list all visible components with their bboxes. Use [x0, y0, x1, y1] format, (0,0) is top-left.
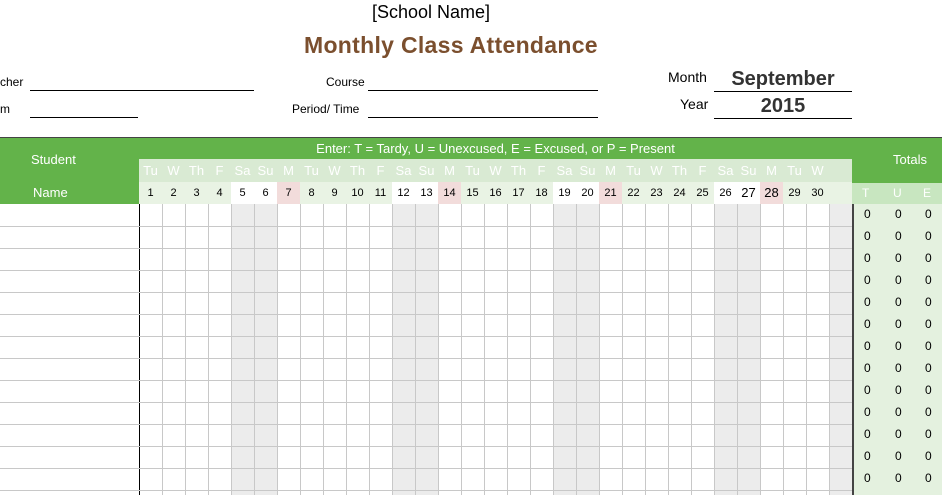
- room-field[interactable]: [30, 117, 138, 118]
- grid-row-line: [139, 380, 852, 381]
- day-of-week-cell: Th: [188, 163, 205, 178]
- day-of-week-cell: Tu: [465, 163, 480, 178]
- date-cell: 14: [438, 182, 461, 204]
- grid-row-line: [139, 292, 852, 293]
- date-cell: 11: [374, 187, 387, 199]
- date-cell: 7: [277, 182, 300, 204]
- day-of-week-cell: F: [215, 163, 224, 178]
- day-of-week-cell: Th: [671, 163, 688, 178]
- total-value: 0: [864, 383, 871, 397]
- student-row-line: [0, 380, 139, 381]
- total-value: 0: [895, 427, 902, 441]
- total-value: 0: [895, 295, 902, 309]
- total-value: 0: [864, 295, 871, 309]
- grid-row-line: [139, 336, 852, 337]
- day-of-week-cell: Tu: [626, 163, 641, 178]
- total-value: 0: [895, 251, 902, 265]
- course-label: Course: [326, 75, 365, 89]
- date-cell: 13: [415, 182, 438, 204]
- day-of-week-row: [139, 159, 852, 182]
- totals-row: [854, 226, 942, 248]
- year-underline: [714, 118, 852, 119]
- total-value: 0: [864, 471, 871, 485]
- total-value: 0: [895, 229, 902, 243]
- day-of-week-cell: Tu: [304, 163, 319, 178]
- grid-row-line: [139, 314, 852, 315]
- total-value: 0: [895, 471, 902, 485]
- student-name-column[interactable]: [0, 204, 140, 495]
- date-cell: 2: [170, 187, 177, 199]
- date-cell: 8: [308, 187, 315, 199]
- day-of-week-cell: Tu: [787, 163, 802, 178]
- date-cell: 20: [576, 182, 599, 204]
- day-of-week-cell: M: [766, 163, 777, 178]
- day-of-week-cell: Sa: [395, 163, 412, 178]
- grid-row-line: [139, 248, 852, 249]
- total-value: 0: [864, 273, 871, 287]
- day-of-week-cell: Sa: [234, 163, 251, 178]
- period-field[interactable]: [368, 117, 598, 118]
- total-value: 0: [925, 427, 932, 441]
- totals-row: [854, 380, 942, 402]
- grid-row-line: [139, 446, 852, 447]
- period-label: Period/ Time: [292, 102, 360, 116]
- total-value: 0: [895, 361, 902, 375]
- date-cell: 17: [512, 187, 525, 199]
- day-of-week-cell: M: [444, 163, 455, 178]
- date-cell: 19: [553, 182, 576, 204]
- total-value: 0: [925, 361, 932, 375]
- date-cell: 21: [599, 182, 622, 204]
- total-value: 0: [864, 317, 871, 331]
- name-label: Name: [33, 185, 68, 200]
- total-value: 0: [925, 471, 932, 485]
- day-of-week-cell: M: [283, 163, 294, 178]
- student-row-line: [0, 424, 139, 425]
- date-cell: 22: [627, 187, 640, 199]
- total-value: 0: [925, 317, 932, 331]
- page-title: Monthly Class Attendance: [304, 32, 598, 58]
- student-row-line: [0, 358, 139, 359]
- date-cell: 10: [351, 187, 364, 199]
- course-field[interactable]: [368, 90, 598, 91]
- total-value: 0: [925, 339, 932, 353]
- year-value[interactable]: 2015: [760, 95, 806, 117]
- total-value: 0: [925, 383, 932, 397]
- room-label: m: [0, 102, 10, 116]
- grid-row-line: [139, 402, 852, 403]
- student-row-line: [0, 248, 139, 249]
- student-label: Student: [31, 152, 76, 167]
- date-cell: 25: [696, 187, 709, 199]
- date-cell: 30: [811, 187, 824, 199]
- total-value: 0: [895, 339, 902, 353]
- total-value: 0: [895, 207, 902, 221]
- totals-col-u: U: [893, 186, 902, 200]
- year-label: Year: [680, 96, 709, 112]
- day-of-week-cell: W: [489, 163, 502, 178]
- totals-row: [854, 270, 942, 292]
- date-cell: 3: [193, 187, 200, 199]
- date-cell: [829, 182, 852, 204]
- grid-row-line: [139, 468, 852, 469]
- total-value: 0: [895, 383, 902, 397]
- grid-row-line: [139, 358, 852, 359]
- totals-column: [852, 204, 942, 495]
- total-value: 0: [895, 273, 902, 287]
- date-cell: 1: [147, 187, 154, 199]
- date-cell: 24: [673, 187, 686, 199]
- student-row-line: [0, 446, 139, 447]
- day-of-week-cell: Sa: [556, 163, 573, 178]
- total-value: 0: [925, 229, 932, 243]
- total-value: 0: [925, 251, 932, 265]
- day-of-week-cell: Su: [740, 163, 757, 178]
- totals-row: [854, 446, 942, 468]
- day-of-week-cell: Th: [510, 163, 527, 178]
- date-cell: 5: [231, 182, 254, 204]
- month-underline: [714, 91, 852, 92]
- totals-row: [854, 292, 942, 314]
- totals-row: [854, 248, 942, 270]
- date-cell: 26: [714, 182, 737, 204]
- school-name[interactable]: [School Name]: [372, 2, 491, 22]
- date-cell: 28: [760, 182, 783, 204]
- totals-row: [854, 204, 942, 226]
- date-cell: 9: [331, 187, 338, 199]
- totals-col-t: T: [862, 186, 870, 200]
- date-cell: 15: [466, 187, 479, 199]
- day-of-week-cell: W: [328, 163, 341, 178]
- day-of-week-cell: M: [605, 163, 616, 178]
- total-value: 0: [864, 229, 871, 243]
- student-row-line: [0, 402, 139, 403]
- month-value[interactable]: September: [731, 68, 835, 90]
- total-value: 0: [895, 449, 902, 463]
- grid-row-line: [139, 270, 852, 271]
- totals-row: [854, 314, 942, 336]
- total-value: 0: [864, 449, 871, 463]
- student-name-header: [0, 138, 139, 204]
- total-value: 0: [925, 405, 932, 419]
- total-value: 0: [895, 405, 902, 419]
- totals-row: [854, 358, 942, 380]
- day-of-week-cell: [829, 159, 852, 182]
- month-label: Month: [668, 69, 707, 85]
- day-of-week-cell: F: [376, 163, 385, 178]
- total-value: 0: [925, 207, 932, 221]
- teacher-field[interactable]: [30, 90, 254, 91]
- day-of-week-cell: F: [537, 163, 546, 178]
- student-row-line: [0, 292, 139, 293]
- attendance-grid[interactable]: [139, 204, 852, 495]
- student-row-line: [0, 270, 139, 271]
- totals-row: [854, 468, 942, 490]
- grid-row-line: [139, 424, 852, 425]
- day-of-week-cell: F: [698, 163, 707, 178]
- total-value: 0: [864, 405, 871, 419]
- total-value: 0: [925, 449, 932, 463]
- day-of-week-cell: Th: [349, 163, 366, 178]
- day-of-week-cell: W: [811, 163, 824, 178]
- student-row-line: [0, 336, 139, 337]
- total-value: 0: [864, 427, 871, 441]
- date-cell: 29: [788, 187, 801, 199]
- date-cell: 12: [392, 182, 415, 204]
- student-row-line: [0, 490, 139, 491]
- date-cell: 27: [737, 182, 760, 204]
- day-of-week-cell: Tu: [143, 163, 158, 178]
- date-cell: 18: [535, 187, 548, 199]
- total-value: 0: [925, 295, 932, 309]
- totals-col-e: E: [923, 186, 932, 200]
- totals-row: [854, 402, 942, 424]
- date-cell: 23: [650, 187, 663, 199]
- date-cell: 4: [216, 187, 223, 199]
- totals-row: [854, 336, 942, 358]
- total-value: 0: [864, 339, 871, 353]
- totals-label: Totals: [893, 152, 927, 167]
- totals-row: [854, 424, 942, 446]
- total-value: 0: [895, 317, 902, 331]
- total-value: 0: [864, 361, 871, 375]
- date-row: [139, 182, 852, 204]
- date-cell: 6: [254, 182, 277, 204]
- day-of-week-cell: W: [167, 163, 180, 178]
- day-of-week-cell: Su: [257, 163, 274, 178]
- day-of-week-cell: W: [650, 163, 663, 178]
- total-value: 0: [925, 273, 932, 287]
- grid-row-line: [139, 226, 852, 227]
- day-of-week-cell: Su: [418, 163, 435, 178]
- grid-row-line: [139, 490, 852, 491]
- total-value: 0: [864, 251, 871, 265]
- attendance-instructions: Enter: T = Tardy, U = Unexcused, E = Excused, or P = Present: [139, 138, 852, 159]
- student-row-line: [0, 468, 139, 469]
- totals-columns-row: [852, 183, 942, 204]
- day-of-week-cell: Sa: [717, 163, 734, 178]
- date-cell: 16: [489, 187, 502, 199]
- teacher-label: cher: [0, 75, 24, 89]
- student-row-line: [0, 226, 139, 227]
- totals-header: [852, 138, 942, 183]
- student-row-line: [0, 314, 139, 315]
- day-of-week-cell: Su: [579, 163, 596, 178]
- total-value: 0: [864, 207, 871, 221]
